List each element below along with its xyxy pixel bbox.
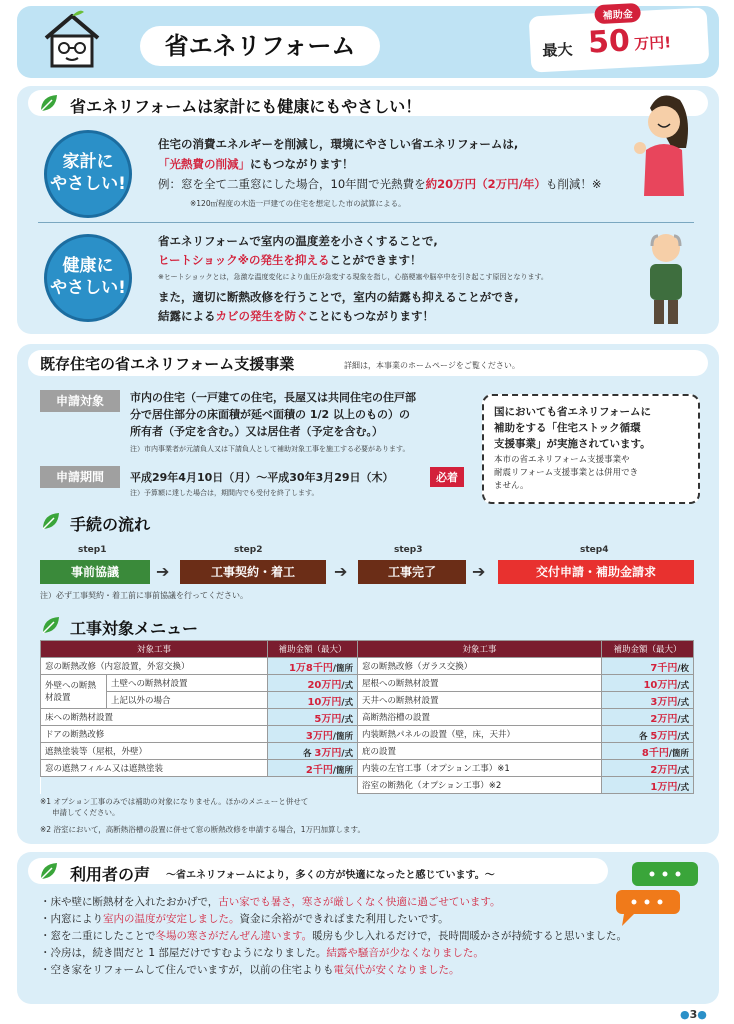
table-row <box>41 760 694 777</box>
col-amount-left: 補助金額（最大） <box>268 641 358 658</box>
amount-unit: /式 <box>677 697 689 708</box>
table-row <box>41 777 694 794</box>
amount-unit: /箇所 <box>668 748 689 759</box>
voice-highlight: 結露や騒音が少なくなりました。 <box>326 947 484 959</box>
voice-highlight: 冬場の寒さがだんぜん違います。 <box>155 930 313 942</box>
voice-highlight: 室内の温度が安定しました。 <box>103 913 240 925</box>
menu-heading: 工事対象メニュー <box>70 619 199 638</box>
target-label: 申請対象 <box>40 390 120 412</box>
amount-value: 3万円 <box>305 730 333 742</box>
amount-value: 2万円 <box>650 713 678 725</box>
page-title: 省エネリフォーム <box>140 26 380 66</box>
kakei-p2 <box>158 154 602 174</box>
work-cell: 高断熱浴槽の設置 <box>358 709 602 726</box>
list-item <box>40 928 700 945</box>
voice-pre: 窓を二重にしたことで <box>50 930 156 942</box>
elderly-man-illustration <box>636 228 696 328</box>
voice-subheading: 〜省エネリフォームにより，多くの方が快適になったと感じています。〜 <box>166 870 495 881</box>
box-line-4: 本市の省エネリフォーム支援事業や <box>494 455 630 465</box>
voice-pre: 床や壁に断熱材を入れたおかげで， <box>50 896 219 908</box>
arrow-icon: ➔ <box>334 562 348 581</box>
amount-value: 20万円 <box>307 679 342 691</box>
menu-table <box>40 640 694 794</box>
amount-value: 5万円 <box>314 713 342 725</box>
period-label: 申請期間 <box>40 466 120 488</box>
col-amount-right: 補助金額（最大） <box>602 641 694 658</box>
work-cell: 内装断熱パネルの設置（壁，床，天井） <box>358 726 602 743</box>
house-icon <box>40 8 104 70</box>
amount-value: 1万8千円 <box>288 662 333 674</box>
leaf-icon <box>40 614 62 636</box>
kenko-label-2: やさしい! <box>50 278 126 298</box>
voice-list <box>40 894 700 979</box>
flow-note: 注）必ず工事契約・着工前に事前協議を行ってください。 <box>40 591 248 600</box>
amount-unit: /枚 <box>677 663 689 674</box>
table-header-row <box>41 641 694 658</box>
amount-cell <box>268 760 358 777</box>
target-note: 注）市内事業者が元請負人又は下請負人として補助対象工事を施工する必要があります。 <box>130 445 410 453</box>
kenko-label-1: 健康に <box>62 256 114 276</box>
menu-note-1 <box>40 796 360 818</box>
col-work-right: 対象工事 <box>358 641 602 658</box>
voice-pre: 空き家をリフォームして住んでいますが，以前の住宅よりも <box>50 964 334 976</box>
amount-value: 7千円 <box>650 662 678 674</box>
kakei-p3-highlight: 約20万円（2万円/年） <box>425 177 546 191</box>
amount-unit: /式 <box>677 765 689 776</box>
amount-unit: /式 <box>677 731 689 742</box>
kenko-p2-rest: ことができます！ <box>329 253 422 267</box>
step4-label: step4 <box>580 545 609 555</box>
table-row <box>41 709 694 726</box>
voice-post: 資金に余裕ができればまた利用したいです。 <box>239 913 449 925</box>
work-cell: 床への断熱材設置 <box>41 709 268 726</box>
target-text-2: 分で居住部分の床面積が延べ面積の 1/2 以上のもの）の <box>130 408 410 421</box>
kenko-p4-pre: 結露による <box>158 309 216 323</box>
sub-work-cell: 土壁への断熱材設置 <box>107 675 268 692</box>
amount-value: 3万円 <box>650 696 678 708</box>
sub-work-cell: 上記以外の場合 <box>107 692 268 709</box>
work-cell: 内装の左官工事（オプション工事）※1 <box>358 760 602 777</box>
kenko-p4-post: ことにもつながります！ <box>307 309 434 323</box>
national-program-box <box>482 394 700 504</box>
list-item <box>40 911 700 928</box>
amount-value: 2万円 <box>650 764 678 776</box>
amount-cell <box>268 709 358 726</box>
page-number <box>680 1008 707 1021</box>
amount-prefix: 各 <box>638 731 648 742</box>
leaf-icon <box>38 92 60 114</box>
kenko-p2 <box>158 251 438 270</box>
target-text <box>130 389 416 440</box>
work-cell: 窓の遮熱フィルム又は遮熱塗装 <box>41 760 268 777</box>
leaf-icon <box>40 510 62 532</box>
table-row <box>41 675 694 692</box>
kenko-p3: また，適切に断熱改修を行うことで，室内の結露も抑えることができ, <box>158 290 519 304</box>
amount-value: 10万円 <box>643 679 678 691</box>
page-number-value: 3 <box>689 1008 698 1021</box>
box-line-3: 支援事業」が実施されています。 <box>494 438 651 450</box>
voice-highlight: 古い家でも暑さ，寒さが厳しくなく快適に過ごせています。 <box>218 896 501 908</box>
work-cell: 窓の断熱改修（ガラス交換） <box>358 658 602 675</box>
amount-value: 2千円 <box>305 764 333 776</box>
kakei-p3-pre: 例：窓を全て二重窓にした場合，10年間で光熱費を <box>158 177 426 191</box>
table-row <box>41 743 694 760</box>
menu-note-2: ※2 浴室において，高断熱浴槽の設置に併せて窓の断熱改修を申請する場合，1万円加算します。 <box>40 825 365 834</box>
program-heading: 既存住宅の省エネリフォーム支援事業 <box>40 355 295 373</box>
subsidy-badge-label: 補助金 <box>594 3 641 24</box>
step3-label: step3 <box>394 545 423 555</box>
work-cell: ドアの断熱改修 <box>41 726 268 743</box>
amount-cell <box>602 726 694 743</box>
target-text-1: 市内の住宅（一戸建ての住宅，長屋又は共同住宅の住戸部 <box>130 391 416 404</box>
subsidy-amount-unit: 万円! <box>633 33 672 54</box>
intro-divider <box>38 222 694 223</box>
list-item <box>40 962 700 979</box>
work-cell: 天井への断熱材設置 <box>358 692 602 709</box>
kenko-circle <box>44 234 132 322</box>
box-line-6: ません。 <box>494 481 529 491</box>
kakei-p1: 住宅の消費エネルギーを削減し，環境にやさしい省エネリフォームは, <box>158 137 519 151</box>
subsidy-amount: 50 <box>587 23 631 61</box>
amount-cell <box>268 743 358 760</box>
amount-cell <box>602 743 694 760</box>
step4-box: 交付申請・補助金請求 <box>498 560 694 584</box>
period-text: 平成29年4月10日（月）〜平成30年3月29日（木） <box>130 471 394 484</box>
amount-unit: /箇所 <box>332 765 353 776</box>
amount-cell <box>602 777 694 794</box>
table-row <box>41 658 694 675</box>
kakei-label-1: 家計に <box>62 152 114 172</box>
table-row <box>41 726 694 743</box>
kenko-text-2 <box>158 288 519 326</box>
voice-heading: 利用者の声 <box>70 865 151 884</box>
flow-heading: 手続の流れ <box>70 515 151 534</box>
period-note: 注）予算額に達した場合は，期間内でも受付を終了します。 <box>130 489 319 497</box>
kenko-note: ※ヒートショックとは，急激な温度変化により血圧が急変する現象を指し，心筋梗塞や脳卒中を引き起こす原因となります。 <box>158 273 548 281</box>
subsidy-badge <box>529 7 710 72</box>
amount-cell <box>602 658 694 675</box>
arrow-icon: ➔ <box>472 562 486 581</box>
box-line-5: 耐震リフォーム支援事業とは併用でき <box>494 468 639 478</box>
amount-cell <box>268 726 358 743</box>
voice-post: 暖房も少し入れるだけで，長時間暖かさが持続すると思いました。 <box>312 930 627 942</box>
voice-pre: 内窓により <box>50 913 103 925</box>
kakei-p2-rest: にもつながります！ <box>250 157 354 171</box>
box-line-1: 国においても省エネリフォームに <box>494 406 651 418</box>
amount-unit: /式 <box>677 782 689 793</box>
table-row <box>41 692 694 709</box>
amount-cell <box>602 692 694 709</box>
kenko-p4 <box>158 307 519 326</box>
amount-unit: /式 <box>341 748 353 759</box>
list-item <box>40 945 700 962</box>
box-line-2: 補助をする「住宅ストック循環 <box>494 422 641 434</box>
menu-note-1b: 申請してください。 <box>52 808 120 817</box>
kakei-p2-highlight: 「光熱費の削減」 <box>158 157 250 171</box>
kakei-text <box>158 134 602 194</box>
amount-unit: /式 <box>677 714 689 725</box>
amount-cell <box>268 675 358 692</box>
kenko-p4-highlight: カビの発生を防ぐ <box>215 309 308 323</box>
amount-cell <box>602 760 694 777</box>
target-text-3: 所有者（予定を含む。）又は居住者（予定を含む。） <box>130 425 383 438</box>
arrow-icon: ➔ <box>156 562 170 581</box>
period-badge: 必着 <box>430 467 464 487</box>
step2-box: 工事契約・着工 <box>180 560 326 584</box>
amount-cell <box>268 692 358 709</box>
kakei-p3-post: も削減！※ <box>545 177 602 191</box>
intro-heading: 省エネリフォームは家計にも健康にもやさしい！ <box>70 97 422 116</box>
kenko-p2-highlight: ヒートショック※の発生を抑える <box>158 253 330 267</box>
step1-label: step1 <box>78 545 107 555</box>
woman-illustration <box>620 88 700 198</box>
list-item <box>40 894 700 911</box>
menu-note-1a: ※1 オプション工事のみでは補助の対象になりません。ほかのメニューと併せて <box>40 797 309 806</box>
amount-value: 3万円 <box>314 747 342 759</box>
amount-value: 5万円 <box>650 730 678 742</box>
dot-icon: ● <box>680 1008 690 1021</box>
kenko-text <box>158 232 438 270</box>
amount-value: 8千円 <box>641 747 669 759</box>
amount-value: 1万円 <box>650 781 678 793</box>
kakei-circle <box>44 130 132 218</box>
step2-label: step2 <box>234 545 263 555</box>
kakei-label-2: やさしい! <box>50 174 126 194</box>
kenko-p1: 省エネリフォームで室内の温度差を小さくすることで, <box>158 234 438 248</box>
amount-unit: /式 <box>341 697 353 708</box>
work-cell: 外壁への断熱材設置 <box>41 675 107 709</box>
program-detail: 詳細は，本事業のホームページをご覧ください。 <box>344 361 520 370</box>
col-work-left: 対象工事 <box>41 641 268 658</box>
kakei-note: ※120㎡程度の木造一戸建ての住宅を想定した市の試算による。 <box>190 199 406 208</box>
work-cell: 屋根への断熱材設置 <box>358 675 602 692</box>
amount-unit: /式 <box>677 680 689 691</box>
voice-highlight: 電気代が安くなりました。 <box>333 964 460 976</box>
amount-cell <box>268 658 358 675</box>
note-cell <box>41 777 358 794</box>
work-cell: 庇の設置 <box>358 743 602 760</box>
voice-pre: 冷房は，続き間だと 1 部屋だけですむようになりました。 <box>50 947 327 959</box>
amount-prefix: 各 <box>302 748 312 759</box>
max-label: 最大 <box>542 40 573 61</box>
leaf-icon <box>38 860 60 882</box>
amount-value: 10万円 <box>307 696 342 708</box>
amount-unit: /箇所 <box>332 731 353 742</box>
amount-unit: /式 <box>341 714 353 725</box>
work-cell: 窓の断熱改修（内窓設置，外窓交換） <box>41 658 268 675</box>
amount-cell <box>602 709 694 726</box>
kakei-p3 <box>158 174 602 194</box>
amount-cell <box>602 675 694 692</box>
work-cell: 浴室の断熱化（オプション工事）※2 <box>358 777 602 794</box>
amount-unit: /式 <box>341 680 353 691</box>
amount-unit: /箇所 <box>332 663 353 674</box>
work-cell: 遮熱塗装等（屋根，外壁） <box>41 743 268 760</box>
step1-box: 事前協議 <box>40 560 150 584</box>
dot-icon: ● <box>697 1008 707 1021</box>
step3-box: 工事完了 <box>358 560 466 584</box>
